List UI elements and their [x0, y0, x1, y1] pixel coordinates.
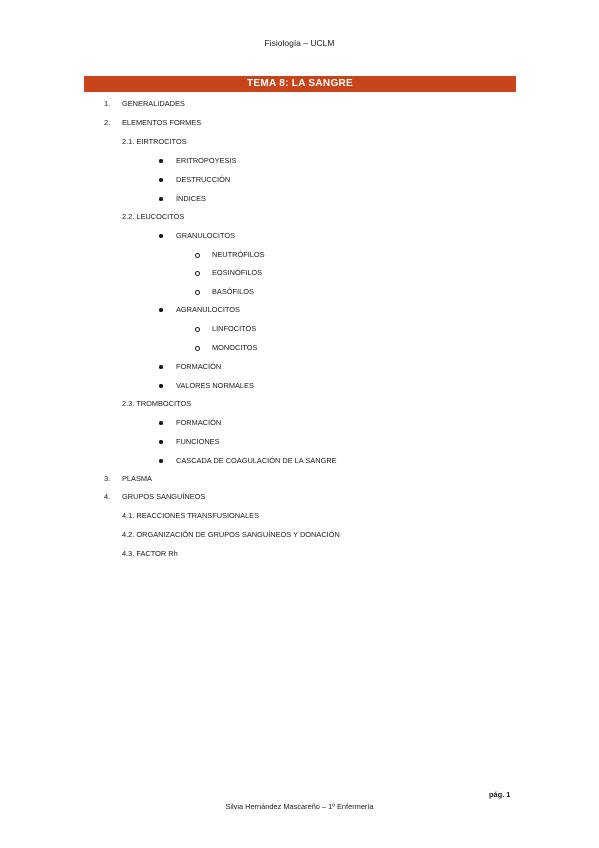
outline-subsection-reacciones: 4.1. REACCIONES TRANSFUSIONALES [122, 511, 260, 520]
page-footer: Silvia Hernández Mascareño – 1º Enfermería [225, 802, 374, 811]
outline-item-neutrofilos: NEUTRÓFILOS [212, 250, 265, 259]
outline-item-destruccion: DESTRUCCIÓN [176, 175, 231, 184]
bullet-icon [159, 308, 163, 312]
outline-item-cascada-coagulacion: CASCADA DE COAGULACIÓN DE LA SANGRE [176, 456, 337, 465]
bullet-icon [159, 159, 163, 163]
bullet-icon [159, 440, 163, 444]
outline-item-indices: ÍNDICES [176, 194, 206, 203]
circle-bullet-icon [195, 290, 200, 295]
bullet-icon [159, 421, 163, 425]
outline-item-basofilos: BASÓFILOS [212, 287, 254, 296]
outline-item-grupos-sanguineos: GRUPOS SANGUÍNEOS [122, 492, 206, 501]
outline-item-valores-normales: VALORES NORMALES [176, 381, 254, 390]
outline-item-generalidades: GENERALIDADES [122, 99, 185, 108]
bullet-icon [159, 178, 163, 182]
outline-item-linfocitos: LINFOCITOS [212, 324, 257, 333]
outline-subsection-organizacion: 4.2. ORGANIZACIÓN DE GRUPOS SANGUÍNEOS Y DONACIÓN [122, 530, 340, 539]
outline-subsection-eritrocitos: 2.1. EIRTROCITOS [122, 137, 187, 146]
circle-bullet-icon [195, 271, 200, 276]
outline-item-granulocitos: GRANULOCITOS [176, 231, 235, 240]
outline-item-eosinofilos: EOSINÓFILOS [212, 268, 263, 277]
outline-item-formacion-trombocitos: FORMACIÓN [176, 418, 222, 427]
outline-subsection-trombocitos: 2.3. TROMBOCITOS [122, 399, 192, 408]
circle-bullet-icon [195, 327, 200, 332]
outline-item-funciones: FUNCIONES [176, 437, 220, 446]
outline-item-monocitos: MONOCITOS [212, 343, 258, 352]
outline-number: 4. [104, 492, 111, 501]
outline-number: 3. [104, 474, 111, 483]
circle-bullet-icon [195, 253, 200, 258]
outline-number: 2. [104, 118, 111, 127]
outline-item-eritropoyesis: ERITROPOYESIS [176, 156, 237, 165]
outline-subsection-factor-rh: 4.3. FACTOR Rh [122, 549, 178, 558]
chapter-title: TEMA 8: LA SANGRE [84, 76, 516, 92]
outline-item-elementos-formes: ELEMENTOS FORMES [122, 118, 202, 127]
outline-subsection-leucocitos: 2.2. LEUCOCITOS [122, 212, 185, 221]
bullet-icon [159, 384, 163, 388]
outline-item-agranulocitos: AGRANULOCITOS [176, 305, 240, 314]
outline-item-formacion: FORMACIÓN [176, 362, 222, 371]
page-header: Fisiología – UCLM [264, 38, 335, 48]
bullet-icon [159, 234, 163, 238]
circle-bullet-icon [195, 346, 200, 351]
bullet-icon [159, 197, 163, 201]
outline-item-plasma: PLASMA [122, 474, 152, 483]
page-number: pág. 1 [489, 790, 511, 799]
outline-number: 1. [104, 99, 111, 108]
bullet-icon [159, 459, 163, 463]
bullet-icon [159, 365, 163, 369]
